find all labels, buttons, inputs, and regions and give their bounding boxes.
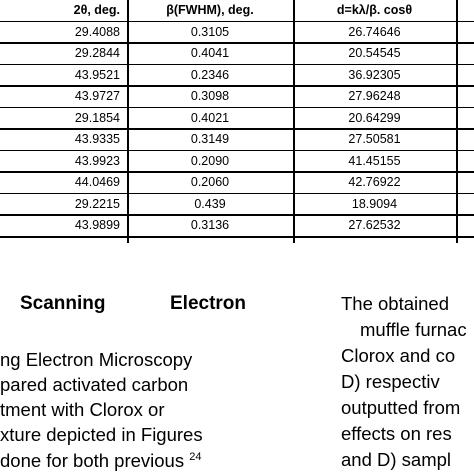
paragraph-line: effects on res xyxy=(341,423,452,444)
paragraph-line: and D) sampl xyxy=(341,449,452,470)
table-row xyxy=(0,130,474,149)
cell-fwhm: 0.2090 xyxy=(190,153,230,168)
table-row xyxy=(0,152,474,171)
paragraph-line: tment with Clorox or xyxy=(0,399,165,420)
table-rule xyxy=(0,107,474,109)
cell-crystallite-size: 41.45155 xyxy=(348,153,401,168)
cell-fwhm: 0.3098 xyxy=(190,89,230,103)
table-row xyxy=(0,173,474,192)
table-rule xyxy=(0,193,474,195)
cell-fwhm: 0.3105 xyxy=(190,24,230,39)
paragraph-line: outputted from xyxy=(341,397,461,418)
table-row xyxy=(0,109,474,128)
paragraph-line-text: done for both previous xyxy=(0,450,185,471)
cell-fwhm: 0.2346 xyxy=(190,67,230,82)
table-rule xyxy=(0,236,474,238)
header-fwhm: β(FWHM), deg. xyxy=(166,3,254,17)
cell-fwhm: 0.4021 xyxy=(190,110,230,125)
table-row xyxy=(0,216,474,235)
cell-crystallite-size: 42.76922 xyxy=(348,175,401,189)
cell-fwhm: 0.4041 xyxy=(190,46,230,60)
table-row xyxy=(0,195,474,214)
table-row xyxy=(0,44,474,63)
section-heading-electron: Electron xyxy=(170,293,247,314)
cell-fwhm: 0.3149 xyxy=(190,132,230,146)
cell-two-theta: 43.9521 xyxy=(74,67,120,82)
paragraph-line: pared activated carbon xyxy=(0,374,189,395)
table-rule xyxy=(0,42,474,44)
table-row xyxy=(0,87,474,106)
cell-two-theta: 29.4088 xyxy=(74,24,120,39)
table-column-rule xyxy=(456,0,458,243)
cell-fwhm: 0.3136 xyxy=(190,218,230,232)
paragraph-line: xture depicted in Figures xyxy=(0,424,203,445)
table-rule xyxy=(0,128,474,130)
cell-crystallite-size: 20.64299 xyxy=(348,110,401,125)
cell-two-theta: 44.0469 xyxy=(74,175,120,189)
section-heading-scanning: Scanning xyxy=(20,293,106,314)
table-row xyxy=(0,23,474,42)
paragraph-line: The obtained xyxy=(341,293,450,314)
citation-superscript: 24 xyxy=(189,451,202,463)
cell-two-theta: 43.9727 xyxy=(74,89,120,103)
cell-fwhm: 0.2060 xyxy=(190,175,230,189)
table-rule xyxy=(0,21,474,23)
cell-crystallite-size: 20.54545 xyxy=(348,46,401,60)
cell-two-theta: 43.9923 xyxy=(74,153,120,168)
paragraph-line: Clorox and co xyxy=(341,345,456,366)
cell-two-theta: 29.2844 xyxy=(74,46,120,60)
table-rule xyxy=(0,85,474,87)
table-column-rule xyxy=(127,0,129,243)
table-rule xyxy=(0,64,474,66)
cell-two-theta: 43.9335 xyxy=(74,132,120,146)
cell-two-theta: 29.2215 xyxy=(74,196,120,211)
cell-two-theta: 43.9899 xyxy=(74,218,120,232)
table-rule xyxy=(0,214,474,216)
paragraph-line: D) respectiv xyxy=(341,371,440,392)
paragraph-line: muffle furnac xyxy=(360,319,467,340)
paragraph-line: ng Electron Microscopy xyxy=(0,349,193,370)
table-column-rule xyxy=(293,0,295,243)
cell-crystallite-size: 27.50581 xyxy=(348,132,401,146)
table-rule xyxy=(0,171,474,173)
cell-crystallite-size: 26.74646 xyxy=(348,24,401,39)
cell-crystallite-size: 18.9094 xyxy=(351,196,398,211)
header-two-theta: 2θ, deg. xyxy=(73,3,120,17)
cell-fwhm: 0.439 xyxy=(194,196,226,211)
table-rule xyxy=(0,150,474,152)
paragraph-line xyxy=(0,450,202,472)
cell-crystallite-size: 36.92305 xyxy=(348,67,401,82)
cell-crystallite-size: 27.62532 xyxy=(348,218,401,232)
cell-crystallite-size: 27.96248 xyxy=(348,89,401,103)
table-row xyxy=(0,66,474,85)
header-crystallite-size: d=kλ/β. cosθ xyxy=(336,3,413,17)
cell-two-theta: 29.1854 xyxy=(74,110,120,125)
table-header-row xyxy=(0,1,474,20)
